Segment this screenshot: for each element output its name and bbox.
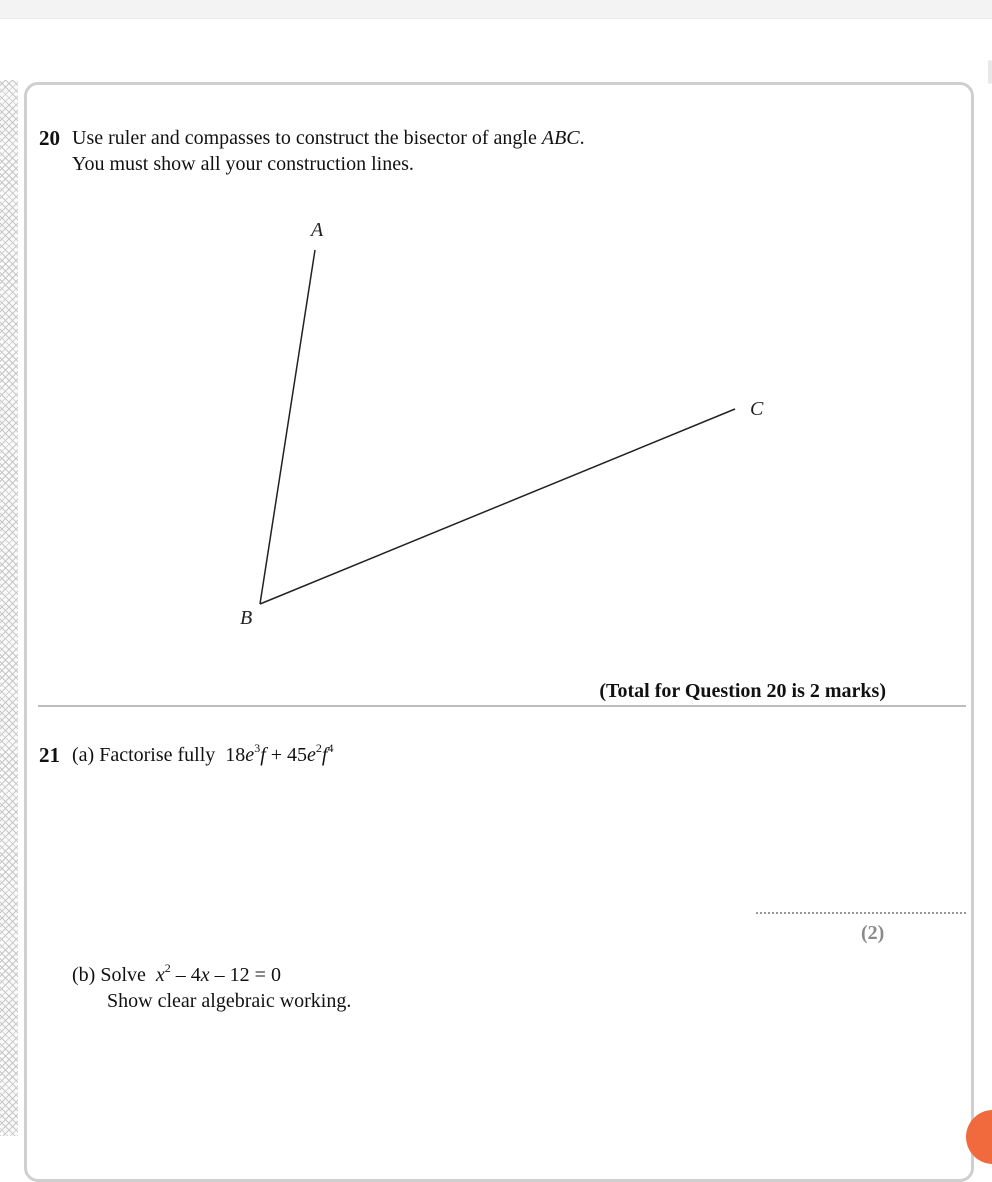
label-c: C xyxy=(750,398,764,420)
question-21-number: 21 xyxy=(39,743,60,767)
q21b-equation: $x^2 - 4x - 12 = 0$ xyxy=(155,961,281,986)
question-21b xyxy=(72,962,281,988)
question-divider xyxy=(38,705,966,707)
label-b: B xyxy=(240,607,253,629)
line-ba xyxy=(260,250,315,604)
q20-angle-name: ABC xyxy=(541,127,580,149)
question-20-total-marks: (Total for Question 20 is 2 marks) xyxy=(599,680,886,702)
q20-line1-end: . xyxy=(579,127,585,149)
question-21b-instruction: Show clear algebraic working. xyxy=(107,990,352,1012)
q21a-expression: $18e^3f + 45e^2f^4$ xyxy=(225,741,334,766)
line-bc xyxy=(260,409,735,604)
question-20-number: 20 xyxy=(39,126,60,150)
q21a-text: Factorise fully xyxy=(99,744,216,766)
q21a-label: (a) xyxy=(72,744,95,766)
question-21a xyxy=(72,742,333,768)
q21b-text: Solve xyxy=(100,964,146,986)
answer-line-21a[interactable] xyxy=(756,912,966,914)
question-20-subinstruction: You must show all your construction lines. xyxy=(72,153,414,175)
label-a: A xyxy=(311,219,324,241)
q21b-label: (b) xyxy=(72,964,96,986)
q20-line1-text: Use ruler and compasses to construct the bisector of angle xyxy=(72,127,542,149)
question-21a-marks: (2) xyxy=(861,922,885,944)
